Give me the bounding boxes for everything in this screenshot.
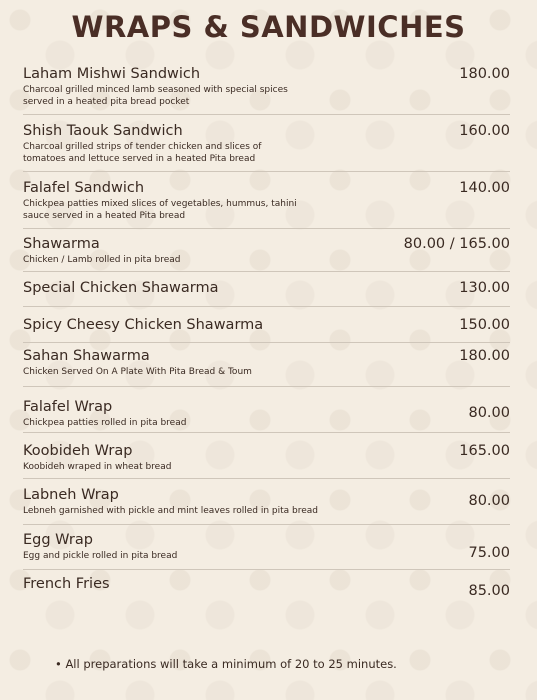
item-price: 180.00 xyxy=(459,348,510,364)
divider xyxy=(23,386,510,387)
item-description: sauce served in a heated Pita bread xyxy=(23,211,186,221)
item-name: Spicy Cheesy Chicken Shawarma xyxy=(23,317,264,333)
item-description: Chickpea patties mixed slices of vegetables, hummus, tahini xyxy=(23,199,297,209)
menu-item-spicy-cheesy-chicken-shawarma xyxy=(23,317,510,334)
item-name: Labneh Wrap xyxy=(23,487,119,503)
menu-item-sahan-shawarma xyxy=(23,348,510,378)
item-price: 180.00 xyxy=(459,66,510,82)
item-name: Falafel Wrap xyxy=(23,399,113,415)
item-name: Koobideh Wrap xyxy=(23,443,133,459)
menu-item-laham-mishwi-sandwich xyxy=(23,66,510,108)
divider xyxy=(23,271,510,272)
divider xyxy=(23,478,510,479)
item-name: Laham Mishwi Sandwich xyxy=(23,66,201,82)
item-description: Chickpea patties rolled in pita bread xyxy=(23,418,187,428)
item-name: Shish Taouk Sandwich xyxy=(23,123,183,139)
menu-item-labneh-wrap xyxy=(23,487,510,517)
divider xyxy=(23,432,510,433)
item-name: Falafel Sandwich xyxy=(23,180,145,196)
divider xyxy=(23,342,510,343)
item-description: tomatoes and lettuce served in a heated Pita bread xyxy=(23,154,256,164)
divider xyxy=(23,114,510,115)
item-price: 130.00 xyxy=(459,280,510,296)
menu-item-falafel-sandwich xyxy=(23,180,510,222)
item-description: Chicken / Lamb rolled in pita bread xyxy=(23,255,181,265)
item-description: Charcoal grilled strips of tender chicken and slices of xyxy=(23,142,262,152)
menu-item-special-chicken-shawarma xyxy=(23,280,510,297)
menu-item-egg-wrap xyxy=(23,532,510,562)
item-description: Charcoal grilled minced lamb seasoned with special spices xyxy=(23,85,288,95)
menu-item-falafel-wrap xyxy=(23,399,510,429)
item-price: 150.00 xyxy=(459,317,510,333)
divider xyxy=(23,228,510,229)
item-description: Chicken Served On A Plate With Pita Bread & Toum xyxy=(23,367,252,377)
menu-item-shish-taouk-sandwich xyxy=(23,123,510,165)
menu-item-koobideh-wrap xyxy=(23,443,510,473)
preparation-note: • All preparations will take a minimum of 20 to 25 minutes. xyxy=(55,657,397,671)
item-price: 140.00 xyxy=(459,180,510,196)
item-name: Egg Wrap xyxy=(23,532,93,548)
menu-item-french-fries xyxy=(23,576,510,599)
item-name: Shawarma xyxy=(23,236,100,252)
item-name: French Fries xyxy=(23,576,110,592)
divider xyxy=(23,171,510,172)
item-name: Sahan Shawarma xyxy=(23,348,150,364)
item-price: 160.00 xyxy=(459,123,510,139)
item-name: Special Chicken Shawarma xyxy=(23,280,219,296)
item-price: 80.00 xyxy=(468,405,510,421)
item-description: Egg and pickle rolled in pita bread xyxy=(23,551,178,561)
divider xyxy=(23,524,510,525)
item-price: 80.00 xyxy=(468,493,510,509)
item-price: 165.00 xyxy=(459,443,510,459)
item-description: Lebneh garnished with pickle and mint leaves rolled in pita bread xyxy=(23,506,319,516)
menu-item-shawarma xyxy=(23,236,510,266)
item-price: 85.00 xyxy=(468,583,510,599)
item-description: served in a heated pita bread pocket xyxy=(23,97,190,107)
page-title: WRAPS & SANDWICHES xyxy=(71,10,466,44)
divider xyxy=(23,306,510,307)
item-description: Koobideh wraped in wheat bread xyxy=(23,462,172,472)
divider xyxy=(23,569,510,570)
item-price: 75.00 xyxy=(468,545,510,561)
item-price: 80.00 / 165.00 xyxy=(403,236,510,252)
